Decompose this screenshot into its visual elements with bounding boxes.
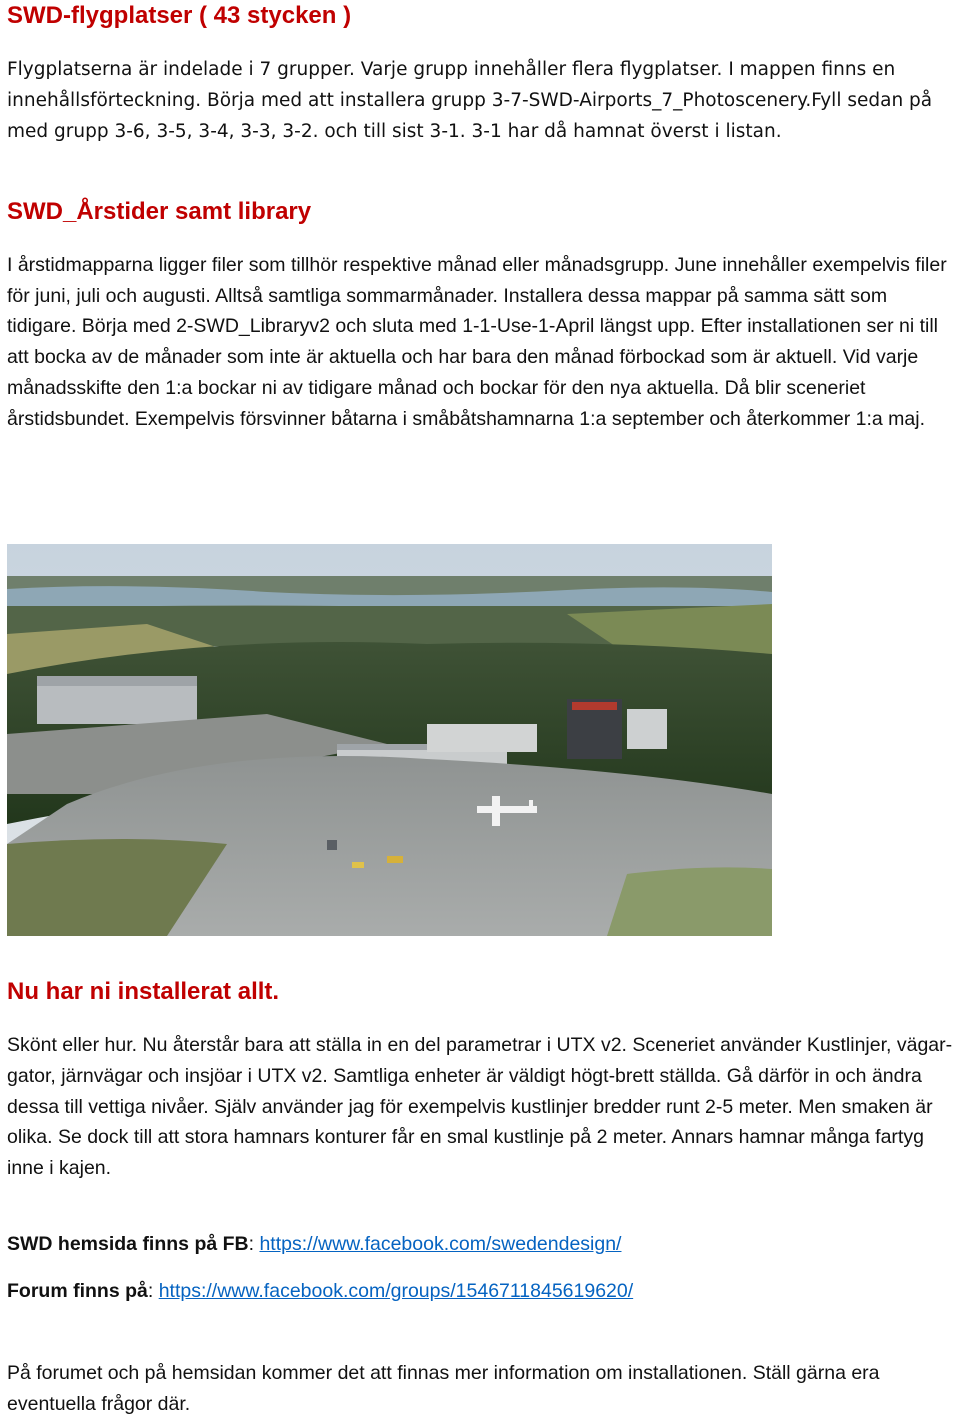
airport-aerial-photo bbox=[7, 544, 772, 936]
seasons-paragraph: I årstidmapparna ligger filer som tillhör respektive månad eller månadsgrupp. June innehåller exempelvis filer för juni, juli och augusti. Alltså samtliga sommarmånader. Installera dessa mappar på samma sätt som tidigare. Börja med 2-SWD_Libraryv2 och sluta med 1-1-Use-1-April längst upp. Efter installationen ser ni till att bocka av de månader som inte är aktuella och har bara den månad förbockad som är aktuell. Vid varje månadsskifte den 1:a bockar ni av tidigare månad och bockar för den nya aktuella. Då blir sceneriet årstidsbundet. Exempelvis försvinner båtarna i småbåtshamnarna 1:a september och återkommer 1:a maj. bbox=[7, 254, 947, 430]
homepage-separator: : bbox=[248, 1233, 260, 1255]
forum-line bbox=[7, 1280, 633, 1303]
forum-separator: : bbox=[147, 1280, 159, 1302]
airports-paragraph: Flygplatserna är indelade i 7 grupper. Varje grupp innehåller flera flygplatser. I mappen finns en innehållsförteckning. Börja med att installera grupp 3-7-SWD-Airports_7_Photoscenery.Fyll sedan på med grupp 3-6, 3-5, 3-4, 3-3, 3-2. och till sist 3-1. 3-1 har då hamnat överst i listan. bbox=[7, 59, 933, 142]
section-title-done: Nu har ni installerat allt. bbox=[7, 978, 280, 1005]
homepage-line bbox=[7, 1233, 621, 1256]
homepage-link[interactable]: https://www.facebook.com/swedendesign/ bbox=[259, 1233, 622, 1255]
homepage-label: SWD hemsida finns på FB bbox=[7, 1233, 249, 1255]
section-title-airports: SWD-flygplatser ( 43 stycken ) bbox=[7, 2, 352, 29]
forum-link[interactable]: https://www.facebook.com/groups/1546711845619620/ bbox=[158, 1280, 634, 1302]
section-title-seasons: SWD_Årstider samt library bbox=[7, 198, 312, 225]
footer-paragraph: På forumet och på hemsidan kommer det att finnas mer information om installationen. Ställ gärna era eventuella frågor där. bbox=[7, 1362, 880, 1415]
forum-label: Forum finns på bbox=[7, 1280, 148, 1302]
utx-paragraph: Skönt eller hur. Nu återstår bara att ställa in en del parametrar i UTX v2. Sceneriet använder Kustlinjer, vägar-gator, järnvägar och insjöar i UTX v2. Samtliga enheter är väldigt högt-brett ställda. Gå därför in och ändra dessa till vettiga nivåer. Själv använder jag för exempelvis kustlinjer bredder runt 2-5 meter. Men smaken är olika. Se dock till att stora hamnars konturer får en smal kustlinje på 2 meter. Annars hamnar många fartyg inne i kajen. bbox=[7, 1034, 953, 1180]
